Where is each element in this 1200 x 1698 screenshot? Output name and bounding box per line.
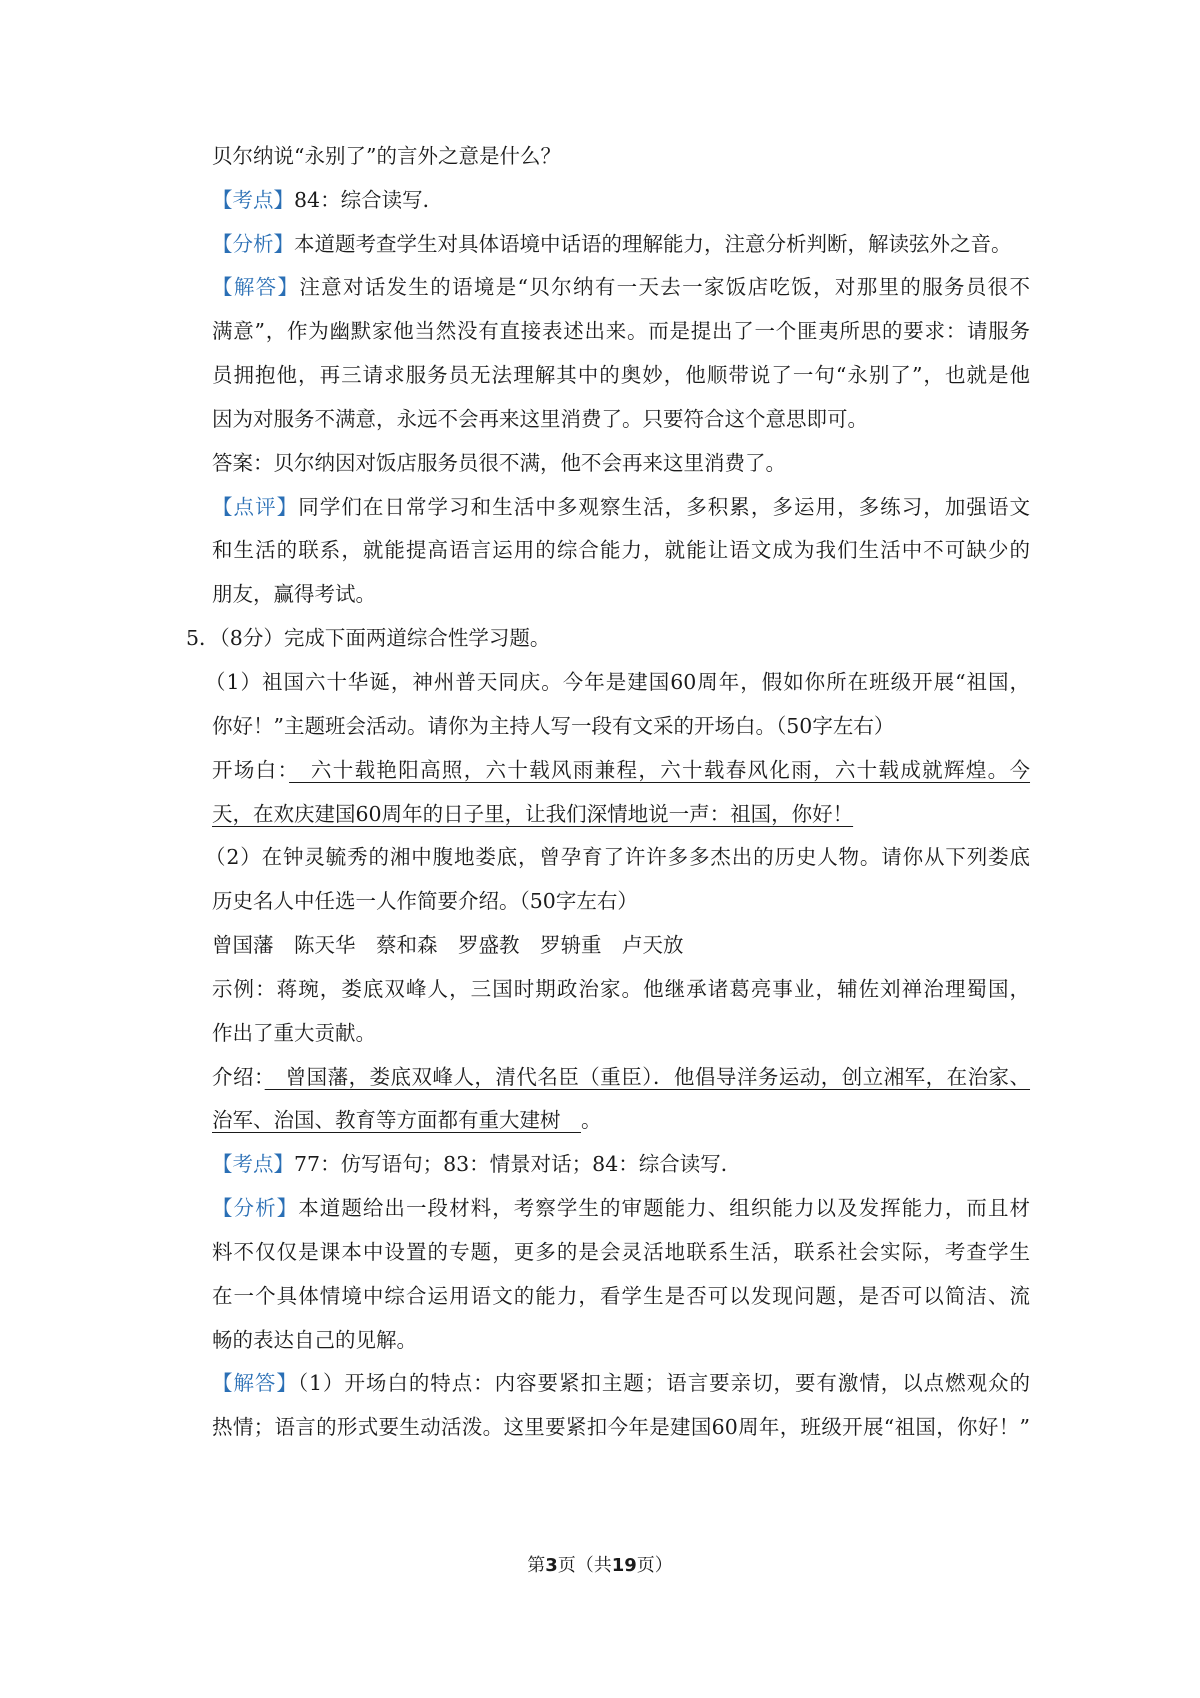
fenxi-line: [212, 1193, 1030, 1223]
section-tag: 【分析】: [212, 1196, 299, 1220]
page-number: 3: [545, 1555, 558, 1576]
opening-answer-line: [212, 799, 1030, 829]
opening-answer-line: [212, 755, 1030, 785]
text-line: [212, 1237, 1030, 1267]
line-text: 曾国藩 陈天华 蔡和森 罗盛教 罗辀重 卢天放: [212, 933, 684, 957]
line-text: 介绍：: [212, 1065, 265, 1089]
text-line: [212, 579, 1030, 609]
line-text: 员拥抱他，再三请求服务员无法理解其中的奥妙，他顺带说了一句“永别了”，也就是他: [212, 363, 1030, 387]
text-line: [212, 535, 1030, 565]
section-tag: 【分析】: [212, 232, 294, 256]
text-line: [212, 141, 1030, 171]
jieda-line: [212, 1368, 1030, 1398]
section-tag: 【考点】: [212, 1152, 294, 1176]
line-text: 5．（8分）完成下面两道综合性学习题。: [186, 626, 551, 650]
line-text: 因为对服务不满意，永远不会再来这里消费了。只要符合这个意思即可。: [212, 407, 868, 431]
line-text: 满意”，作为幽默家他当然没有直接表述出来。而是提出了一个匪夷所思的要求：请服务: [212, 319, 1030, 343]
text-line: [212, 316, 1030, 346]
line-text: 贝尔纳说“永别了”的言外之意是什么？: [212, 144, 561, 168]
subquestion-1-line: [205, 667, 1030, 697]
line-text: 料不仅仅是课本中设置的专题，更多的是会灵活地联系生活，联系社会实际，考查学生: [212, 1240, 1030, 1264]
answer-line: [212, 448, 1030, 478]
text-line: [212, 711, 1030, 741]
question-5-title: [186, 623, 1004, 653]
line-text: 热情；语言的形式要生动活泼。这里要紧扣今年是建国60周年，班级开展“祖国，你好！”: [212, 1415, 1030, 1439]
line-text: 本道题给出一段材料，考察学生的审题能力、组织能力以及发挥能力，而且材: [298, 1196, 1031, 1220]
line-text: 开场白：: [212, 758, 290, 782]
line-text: 本道题考查学生对具体语境中话语的理解能力，注意分析判断，解读弦外之音。: [294, 232, 1012, 256]
line-text: （1）开场白的特点：内容要紧扣主题；语言要亲切，要有激情，以点燃观众的: [297, 1371, 1030, 1395]
intro-answer-line: [212, 1062, 1030, 1092]
page-total: 19: [611, 1555, 637, 1576]
section-tag: 【解答】: [212, 1371, 298, 1395]
intro-answer-line: [212, 1105, 1030, 1135]
line-text: 在一个具体情境中综合运用语文的能力，看学生是否可以发现问题，是否可以简洁、流: [212, 1284, 1030, 1308]
dianping-line: [212, 492, 1030, 522]
names-list: [212, 930, 1030, 960]
section-tag: 【解答】: [212, 275, 300, 299]
line-text: 你好！”主题班会活动。请你为主持人写一段有文采的开场白。（50字左右）: [212, 714, 895, 738]
section-tag: 【点评】: [212, 495, 299, 519]
jieda-line: [212, 272, 1030, 302]
line-text: 注意对话发生的语境是“贝尔纳有一天去一家饭店吃饭，对那里的服务员很不: [299, 275, 1031, 299]
line-text: 畅的表达自己的见解。: [212, 1328, 417, 1352]
line-text: 朋友，赢得考试。: [212, 582, 376, 606]
section-tag: 【考点】: [212, 188, 294, 212]
line-text: 同学们在日常学习和生活中多观察生活，多积累，多运用，多练习，加强语文: [298, 495, 1031, 519]
filled-answer: 曾国藩，娄底双峰人，清代名臣（重臣）．他倡导洋务运动，创立湘军，在治家、: [264, 1065, 1031, 1089]
line-text: 84：综合读写．: [294, 188, 444, 212]
line-text: （2）在钟灵毓秀的湘中腹地娄底，曾孕育了许许多多杰出的历史人物。请你从下列娄底: [205, 845, 1030, 869]
text-line: [212, 1325, 1030, 1355]
line-text: 和生活的联系，就能提高语言运用的综合能力，就能让语文成为我们生活中不可缺少的: [212, 538, 1030, 562]
line-text: 答案：贝尔纳因对饭店服务员很不满，他不会再来这里消费了。: [212, 451, 786, 475]
line-text: 示例：蒋琬，娄底双峰人，三国时期政治家。他继承诸葛亮事业，辅佐刘禅治理蜀国，: [212, 977, 1030, 1001]
text-line: [212, 1018, 1030, 1048]
page-footer: 第3页（共19页）: [527, 1555, 673, 1576]
kaodian-line: [212, 185, 1030, 215]
fenxi-line: [212, 229, 1030, 259]
text-line: [212, 360, 1030, 390]
filled-answer: 六十载艳阳高照，六十载风雨兼程，六十载春风化雨，六十载成就辉煌。今: [289, 758, 1031, 782]
example-line: [212, 974, 1030, 1004]
line-text: （1）祖国六十华诞，神州普天同庆。今年是建国60周年，假如你所在班级开展“祖国，: [205, 670, 1030, 694]
line-text: 。: [581, 1108, 602, 1132]
text-line: [212, 404, 1030, 434]
line-text: 77：仿写语句；83：情景对话；84：综合读写．: [294, 1152, 742, 1176]
line-text: 作出了重大贡献。: [212, 1021, 376, 1045]
text-line: [212, 1281, 1030, 1311]
filled-answer: 天，在欢庆建国60周年的日子里，让我们深情地说一声：祖国，你好！: [212, 802, 854, 826]
filled-answer: 治军、治国、教育等方面都有重大建树: [212, 1108, 581, 1132]
text-line: [212, 1412, 1030, 1442]
subquestion-2-line: [205, 842, 1030, 872]
text-line: [212, 886, 1030, 916]
kaodian-line: [212, 1149, 1030, 1179]
line-text: 历史名人中任选一人作简要介绍。（50字左右）: [212, 889, 638, 913]
